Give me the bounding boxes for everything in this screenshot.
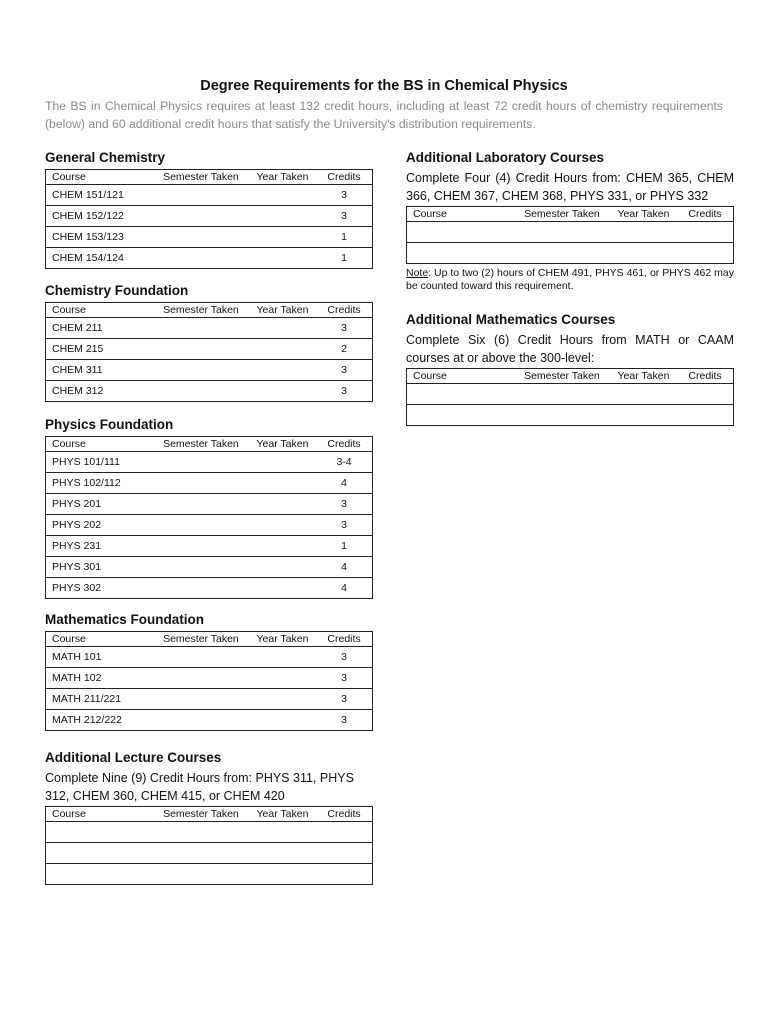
- mathematics-foundation-heading: Mathematics Foundation: [45, 612, 205, 627]
- credits-cell: [316, 864, 372, 885]
- col-credits: Credits: [327, 171, 361, 183]
- credits-cell: 3-4: [336, 456, 352, 468]
- chemistry-foundation-heading: Chemistry Foundation: [45, 283, 189, 298]
- credits-cell: 3: [341, 385, 347, 397]
- col-semester-taken: Semester Taken: [163, 808, 239, 820]
- course-cell: MATH 102: [52, 672, 102, 684]
- year-taken-cell: [610, 222, 677, 243]
- year-taken-cell: [249, 206, 316, 227]
- course-cell: [407, 243, 515, 264]
- semester-taken-cell: [514, 405, 610, 426]
- col-credits: Credits: [327, 633, 361, 645]
- semester-taken-cell: [153, 248, 249, 269]
- general-chemistry-heading: General Chemistry: [45, 150, 166, 165]
- semester-taken-cell: [153, 710, 249, 731]
- credits-cell: [677, 405, 733, 426]
- credits-cell: 3: [341, 210, 347, 222]
- physics-foundation-section: [45, 417, 373, 599]
- additional-math-table: [406, 368, 734, 426]
- semester-taken-cell: [153, 318, 249, 339]
- course-cell: CHEM 154/124: [52, 252, 124, 264]
- physics-foundation-heading: Physics Foundation: [45, 417, 174, 432]
- blank-row: [407, 384, 734, 405]
- course-cell: [46, 864, 154, 885]
- year-taken-cell: [610, 384, 677, 405]
- year-taken-cell: [249, 185, 316, 206]
- table-row: [46, 494, 373, 515]
- table-row: [46, 710, 373, 731]
- additional-lecture-description: Complete Nine (9) Credit Hours from: PHYS 311, PHYS 312, CHEM 360, CHEM 415, or CHEM 420: [45, 771, 354, 803]
- credits-cell: [677, 222, 733, 243]
- blank-row: [46, 843, 373, 864]
- col-course: Course: [52, 171, 86, 183]
- credits-cell: 3: [341, 322, 347, 334]
- course-cell: MATH 211/221: [52, 693, 122, 705]
- col-year-taken: Year Taken: [256, 304, 309, 316]
- additional-math-section: [406, 312, 734, 426]
- general-chemistry-table: [45, 169, 373, 269]
- table-row: [46, 668, 373, 689]
- course-cell: [407, 384, 515, 405]
- page-title: Degree Requirements for the BS in Chemical Physics: [200, 78, 568, 94]
- col-course: Course: [52, 438, 86, 450]
- credits-cell: 4: [341, 561, 347, 573]
- credits-cell: 3: [341, 519, 347, 531]
- additional-lab-section: [406, 150, 734, 293]
- col-credits: Credits: [688, 370, 722, 382]
- semester-taken-cell: [153, 557, 249, 578]
- credits-cell: [677, 384, 733, 405]
- credits-cell: [316, 843, 372, 864]
- col-credits: Credits: [327, 438, 361, 450]
- semester-taken-cell: [153, 578, 249, 599]
- credits-cell: 1: [341, 252, 347, 264]
- table-row: [46, 647, 373, 668]
- semester-taken-cell: [153, 536, 249, 557]
- year-taken-cell: [249, 668, 316, 689]
- table-row: [46, 248, 373, 269]
- blank-row: [46, 864, 373, 885]
- table-row: [46, 515, 373, 536]
- year-taken-cell: [249, 647, 316, 668]
- additional-lab-note: [406, 267, 734, 293]
- credits-cell: 3: [341, 364, 347, 376]
- table-row: [46, 536, 373, 557]
- col-credits: Credits: [327, 304, 361, 316]
- semester-taken-cell: [153, 668, 249, 689]
- additional-lecture-table: [45, 806, 373, 885]
- semester-taken-cell: [153, 452, 249, 473]
- year-taken-cell: [249, 515, 316, 536]
- semester-taken-cell: [514, 384, 610, 405]
- credits-cell: 1: [341, 231, 347, 243]
- semester-taken-cell: [153, 227, 249, 248]
- col-course: Course: [413, 208, 447, 220]
- additional-math-heading: Additional Mathematics Courses: [406, 312, 616, 327]
- additional-lab-table: [406, 206, 734, 264]
- year-taken-cell: [249, 473, 316, 494]
- course-cell: CHEM 215: [52, 343, 104, 355]
- semester-taken-cell: [514, 243, 610, 264]
- col-semester-taken: Semester Taken: [163, 304, 239, 316]
- credits-cell: 4: [341, 582, 347, 594]
- col-semester-taken: Semester Taken: [163, 171, 239, 183]
- col-semester-taken: Semester Taken: [524, 370, 600, 382]
- col-year-taken: Year Taken: [617, 208, 670, 220]
- semester-taken-cell: [153, 864, 249, 885]
- year-taken-cell: [249, 227, 316, 248]
- additional-lecture-section: [45, 750, 373, 885]
- col-credits: Credits: [688, 208, 722, 220]
- course-cell: PHYS 101/111: [52, 456, 120, 468]
- year-taken-cell: [249, 822, 316, 843]
- course-cell: [407, 405, 515, 426]
- physics-foundation-table: [45, 436, 373, 599]
- semester-taken-cell: [153, 647, 249, 668]
- credits-cell: 3: [341, 189, 347, 201]
- course-cell: MATH 212/222: [52, 714, 122, 726]
- year-taken-cell: [249, 864, 316, 885]
- general-chemistry-section: [45, 150, 373, 269]
- year-taken-cell: [610, 243, 677, 264]
- semester-taken-cell: [153, 515, 249, 536]
- year-taken-cell: [249, 710, 316, 731]
- course-cell: CHEM 312: [52, 385, 104, 397]
- semester-taken-cell: [153, 185, 249, 206]
- credits-cell: 3: [341, 651, 347, 663]
- year-taken-cell: [249, 536, 316, 557]
- credits-cell: 1: [341, 540, 347, 552]
- credits-cell: 4: [341, 477, 347, 489]
- col-semester-taken: Semester Taken: [163, 633, 239, 645]
- col-year-taken: Year Taken: [256, 171, 309, 183]
- col-course: Course: [413, 370, 447, 382]
- year-taken-cell: [249, 843, 316, 864]
- course-cell: [46, 843, 154, 864]
- year-taken-cell: [249, 381, 316, 402]
- col-course: Course: [52, 808, 86, 820]
- intro-paragraph: The BS in Chemical Physics requires at least 132 credit hours, including at least 72 credit hours of chemistry requirements (below) and 60 additional credit hours that satisfy the University's distribution requirements.: [45, 99, 723, 131]
- table-row: [46, 339, 373, 360]
- course-cell: PHYS 202: [52, 519, 102, 531]
- semester-taken-cell: [153, 689, 249, 710]
- table-row: [46, 206, 373, 227]
- course-cell: PHYS 302: [52, 582, 102, 594]
- course-cell: CHEM 151/121: [52, 189, 124, 201]
- chemistry-foundation-table: [45, 302, 373, 402]
- year-taken-cell: [249, 494, 316, 515]
- table-row: [46, 185, 373, 206]
- semester-taken-cell: [153, 843, 249, 864]
- course-cell: CHEM 311: [52, 364, 103, 376]
- year-taken-cell: [249, 360, 316, 381]
- table-row: [46, 557, 373, 578]
- credits-cell: 2: [341, 343, 347, 355]
- semester-taken-cell: [153, 339, 249, 360]
- semester-taken-cell: [153, 494, 249, 515]
- year-taken-cell: [249, 452, 316, 473]
- semester-taken-cell: [514, 222, 610, 243]
- note-label: Note: [406, 267, 429, 279]
- col-course: Course: [52, 304, 86, 316]
- course-cell: PHYS 201: [52, 498, 102, 510]
- table-row: [46, 318, 373, 339]
- blank-row: [407, 405, 734, 426]
- table-row: [46, 452, 373, 473]
- table-row: [46, 360, 373, 381]
- col-credits: Credits: [327, 808, 361, 820]
- credits-cell: 3: [341, 498, 347, 510]
- additional-lecture-heading: Additional Lecture Courses: [45, 750, 222, 765]
- mathematics-foundation-table: [45, 631, 373, 731]
- year-taken-cell: [249, 318, 316, 339]
- year-taken-cell: [249, 339, 316, 360]
- course-cell: PHYS 231: [52, 540, 102, 552]
- semester-taken-cell: [153, 360, 249, 381]
- credits-cell: 3: [341, 714, 347, 726]
- table-row: [46, 689, 373, 710]
- year-taken-cell: [249, 578, 316, 599]
- year-taken-cell: [610, 405, 677, 426]
- table-row: [46, 578, 373, 599]
- course-cell: PHYS 301: [52, 561, 102, 573]
- col-course: Course: [52, 633, 86, 645]
- semester-taken-cell: [153, 473, 249, 494]
- col-semester-taken: Semester Taken: [163, 438, 239, 450]
- course-cell: [407, 222, 515, 243]
- credits-cell: [316, 822, 372, 843]
- note-text: : Up to two (2) hours of CHEM 491, PHYS 461, or PHYS 462 may be counted toward this requirement.: [406, 267, 734, 292]
- col-year-taken: Year Taken: [617, 370, 670, 382]
- blank-row: [407, 243, 734, 264]
- col-semester-taken: Semester Taken: [524, 208, 600, 220]
- blank-row: [46, 822, 373, 843]
- table-row: [46, 381, 373, 402]
- additional-math-description: Complete Six (6) Credit Hours from MATH or CAAM courses at or above the 300-level:: [406, 333, 734, 365]
- course-cell: CHEM 152/122: [52, 210, 124, 222]
- credits-cell: [677, 243, 733, 264]
- blank-row: [407, 222, 734, 243]
- table-row: [46, 473, 373, 494]
- chemistry-foundation-section: [45, 283, 373, 402]
- semester-taken-cell: [153, 381, 249, 402]
- semester-taken-cell: [153, 206, 249, 227]
- course-cell: [46, 822, 154, 843]
- course-cell: CHEM 211: [52, 322, 103, 334]
- credits-cell: 3: [341, 672, 347, 684]
- col-year-taken: Year Taken: [256, 808, 309, 820]
- course-cell: MATH 101: [52, 651, 102, 663]
- mathematics-foundation-section: [45, 612, 373, 731]
- table-row: [46, 227, 373, 248]
- semester-taken-cell: [153, 822, 249, 843]
- col-year-taken: Year Taken: [256, 633, 309, 645]
- credits-cell: 3: [341, 693, 347, 705]
- col-year-taken: Year Taken: [256, 438, 309, 450]
- course-cell: CHEM 153/123: [52, 231, 124, 243]
- additional-lab-heading: Additional Laboratory Courses: [406, 150, 605, 165]
- year-taken-cell: [249, 557, 316, 578]
- course-cell: PHYS 102/112: [52, 477, 121, 489]
- additional-lab-description: Complete Four (4) Credit Hours from: CHEM 365, CHEM 366, CHEM 367, CHEM 368, PHYS 331, or PHYS 332: [406, 171, 734, 203]
- year-taken-cell: [249, 689, 316, 710]
- year-taken-cell: [249, 248, 316, 269]
